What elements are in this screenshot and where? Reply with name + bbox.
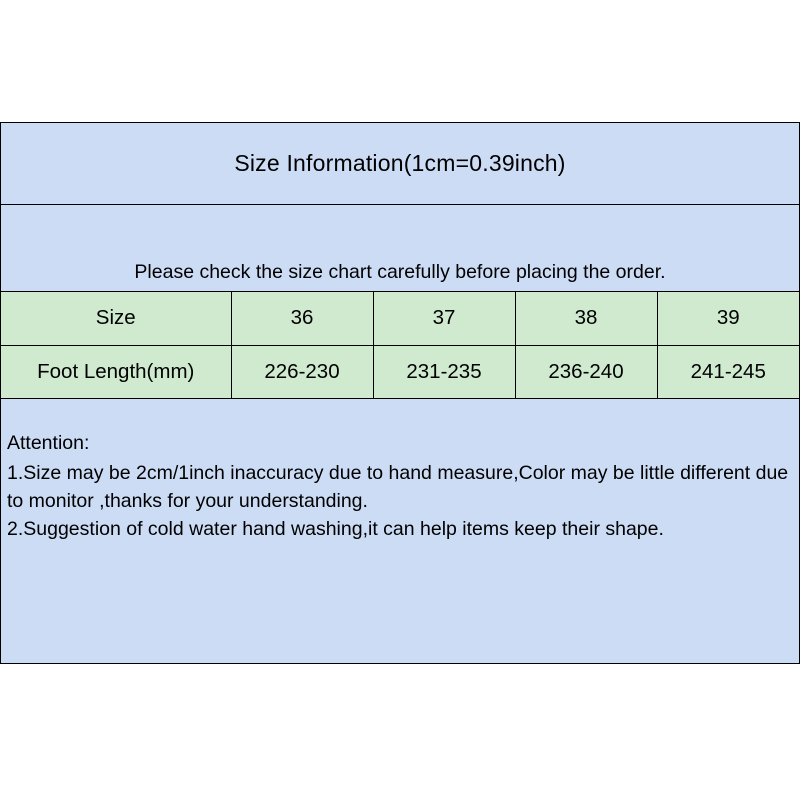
size-information-card [0, 122, 800, 664]
table-cell-foot-length-38: 236-240 [515, 345, 657, 398]
table-header-size-38: 38 [515, 292, 657, 345]
table-row-label-foot-length: Foot Length(mm) [1, 345, 231, 398]
attention-note-1: 1.Size may be 2cm/1inch inaccuracy due to hand measure,Color may be little different due to monitor ,thanks for your understanding. [7, 462, 789, 512]
attention-heading: Attention: [7, 432, 90, 454]
table-header-size-label: Size [1, 292, 231, 345]
attention-note-2: 2.Suggestion of cold water hand washing,it can help items keep their shape. [7, 518, 664, 540]
table-cell-foot-length-36: 226-230 [231, 345, 373, 398]
page-title: Size Information(1cm=0.39inch) [234, 150, 566, 176]
table-cell-foot-length-37: 231-235 [373, 345, 515, 398]
table-row [1, 345, 799, 398]
size-table [1, 292, 799, 398]
card-subtitle-row [1, 205, 799, 292]
table-header-size-36: 36 [231, 292, 373, 345]
card-title-row [1, 123, 799, 205]
table-header-size-37: 37 [373, 292, 515, 345]
subtitle-text: Please check the size chart carefully before placing the order. [134, 261, 666, 283]
attention-notes [1, 398, 799, 663]
table-row-header [1, 292, 799, 345]
table-cell-foot-length-39: 241-245 [657, 345, 799, 398]
table-header-size-39: 39 [657, 292, 799, 345]
